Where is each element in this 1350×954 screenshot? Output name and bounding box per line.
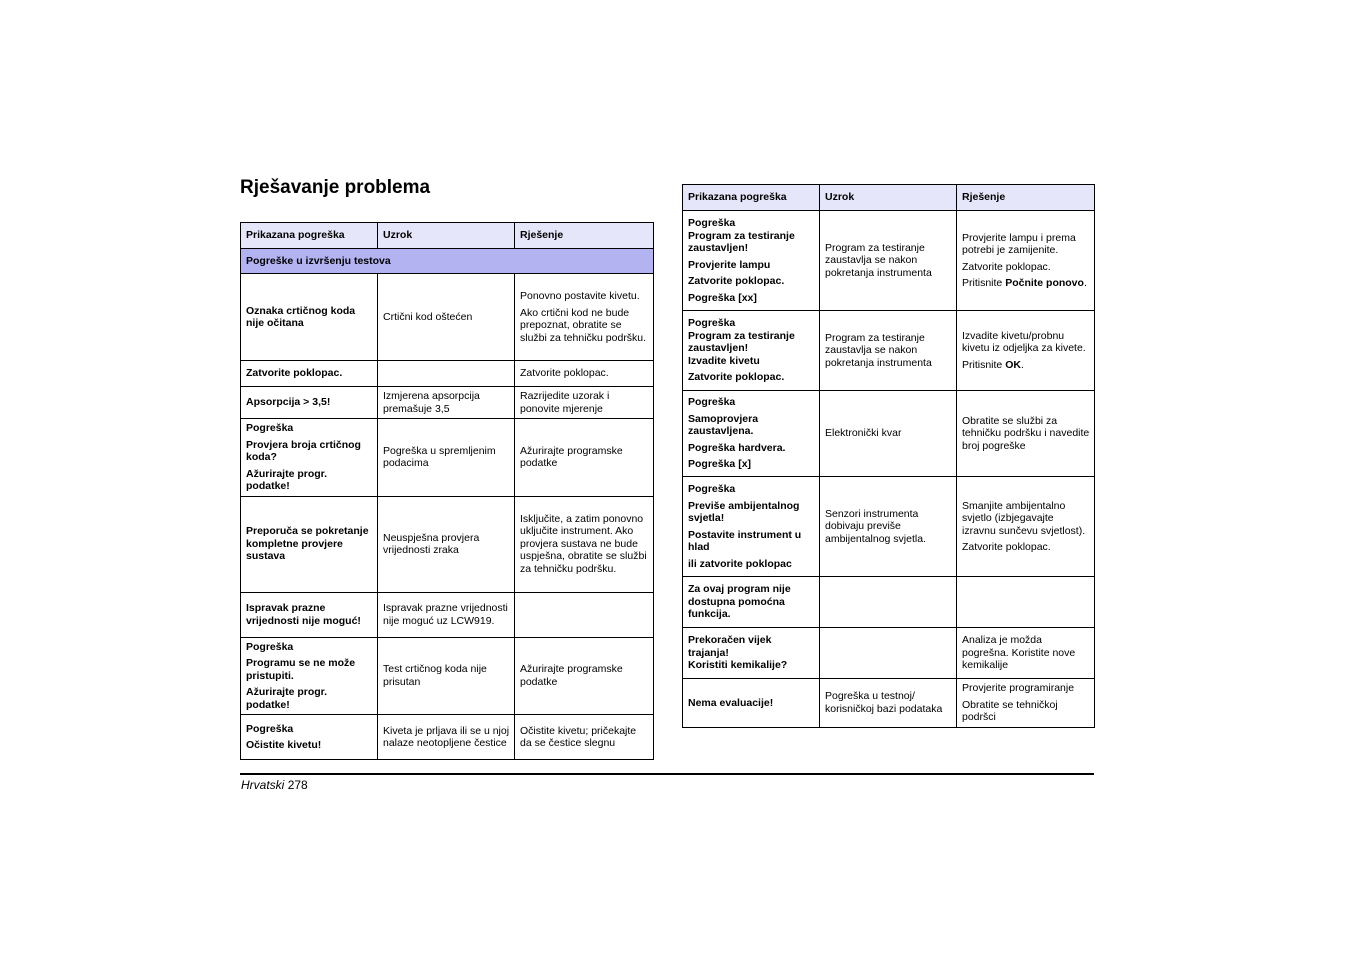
table-row	[241, 361, 654, 387]
table-row	[241, 592, 654, 637]
error-line: Očistite kivetu!	[246, 739, 322, 751]
error-line: Previše ambijentalnog svjetla!	[688, 499, 800, 524]
cause-line: Ispravak prazne vrijednosti nije moguć uz LCW919.	[383, 602, 508, 627]
cause-line: Izmjerena apsorpcija premašuje 3,5	[383, 390, 480, 415]
cause-line: Kiveta je prljava ili se u njoj nalaze neotopljene čestice	[383, 724, 510, 749]
solution-cell	[515, 387, 654, 419]
error-line: Zatvorite poklopac.	[246, 367, 343, 380]
solution-cell	[515, 419, 654, 497]
solution-cell	[957, 211, 1095, 311]
page-title: Rješavanje problema	[240, 177, 431, 198]
error-line: Provjerite lampu	[688, 258, 771, 271]
solution-cell	[957, 577, 1095, 628]
cause-line: Program za testiranje zaustavlja se nakon pokretanja instrumenta	[825, 331, 932, 369]
error-cell	[241, 387, 378, 419]
error-cell	[683, 679, 820, 728]
solution-cell	[515, 274, 654, 361]
table-row	[683, 679, 1095, 728]
cause-cell	[378, 637, 515, 715]
table-row	[683, 211, 1095, 311]
cause-cell	[378, 274, 515, 361]
solution-line: Pritisnite Počnite ponovo.	[962, 277, 1087, 289]
table-row	[241, 715, 654, 760]
solution-line: Isključite, a zatim ponovno uključite instrument. Ako provjera sustava ne bude uspješna, obratite se službi za tehničku podršku.	[520, 512, 647, 575]
solution-cell	[957, 477, 1095, 577]
table-row	[683, 391, 1095, 477]
solution-line: Ažurirajte programske podatke	[520, 663, 623, 688]
error-line: Pogreška	[246, 422, 294, 434]
header-cause: Uzrok	[820, 185, 957, 211]
table-row	[241, 419, 654, 497]
solution-line: Zatvorite poklopac.	[962, 541, 1051, 553]
error-line: Ažurirajte progr. podatke!	[246, 686, 328, 711]
error-cell	[241, 274, 378, 361]
header-solution: Rješenje	[957, 185, 1095, 211]
solution-cell	[515, 715, 654, 760]
solution-cell	[515, 592, 654, 637]
error-line: Pogreška Program za testiranje zaustavljen! Izvadite kivetu	[688, 317, 795, 367]
error-cell	[241, 419, 378, 497]
solution-line: Smanjite ambijentalno svjetlo (izbjegavajte izravnu sunčevu svjetlost).	[962, 499, 1086, 537]
table-row	[683, 628, 1095, 679]
error-line: Pogreška Program za testiranje zaustavljen!	[688, 217, 795, 254]
footer-language: Hrvatski	[241, 778, 285, 792]
cause-cell	[820, 211, 957, 311]
solution-line: Obratite se službi za tehničku podršku i navedite broj pogreške	[962, 414, 1090, 452]
solution-line: Ponovno postavite kivetu.	[520, 290, 640, 302]
solution-line: Analiza je možda pogrešna. Koristite nove kemikalije	[962, 634, 1076, 672]
solution-cell	[957, 391, 1095, 477]
header-error: Prikazana pogreška	[241, 223, 378, 249]
solution-line: Zatvorite poklopac.	[520, 367, 609, 380]
error-cell	[683, 577, 820, 628]
cause-cell	[820, 311, 957, 391]
cause-cell	[378, 592, 515, 637]
cause-cell	[378, 361, 515, 387]
error-line: Zatvorite poklopac.	[688, 371, 785, 384]
error-line: Apsorpcija > 3,5!	[246, 396, 331, 409]
error-cell	[241, 592, 378, 637]
error-cell	[241, 361, 378, 387]
cause-cell	[820, 477, 957, 577]
error-cell	[241, 637, 378, 715]
error-line: Pogreška	[688, 396, 736, 409]
error-line: Za ovaj program nije dostupna pomoćna funkcija.	[688, 583, 791, 621]
footer-rule	[240, 773, 1094, 775]
cause-line: Pogreška u testnoj/ korisničkoj bazi podataka	[825, 690, 943, 715]
solution-line: Provjerite lampu i prema potrebi je zamijenite.	[962, 231, 1076, 256]
solution-line: Pritisnite OK.	[962, 358, 1024, 371]
table-row	[241, 274, 654, 361]
solution-line: Provjerite programiranje	[962, 682, 1075, 694]
error-cell	[683, 628, 820, 679]
cause-cell	[820, 391, 957, 477]
error-line: Zatvorite poklopac.	[688, 275, 785, 287]
error-cell	[683, 211, 820, 311]
cause-cell	[820, 577, 957, 628]
error-line: Prekoračen vijek trajanja! Koristiti kemikalije?	[688, 634, 788, 672]
header-error: Prikazana pogreška	[683, 185, 820, 211]
cause-line: Elektronički kvar	[825, 427, 902, 440]
troubleshooting-table-left	[240, 222, 654, 760]
error-line: Pogreška [xx]	[688, 291, 757, 304]
solution-cell	[957, 679, 1095, 728]
cause-cell	[378, 715, 515, 760]
solution-line: Očistite kivetu; pričekajte da se čestice slegnu	[520, 724, 637, 749]
error-line: Ažurirajte progr. podatke!	[246, 467, 328, 492]
header-solution: Rješenje	[515, 223, 654, 249]
cause-cell	[820, 679, 957, 728]
error-line: Pogreška	[246, 722, 294, 735]
cause-cell	[820, 628, 957, 679]
table-row	[683, 311, 1095, 391]
page-footer	[241, 778, 308, 792]
error-line: Oznaka crtičnog koda nije očitana	[246, 304, 356, 329]
cause-line: Pogreška u spremljenim podacima	[383, 444, 496, 470]
table-row	[683, 577, 1095, 628]
error-line: Pogreška hardvera.	[688, 441, 786, 454]
cause-line: Senzori instrumenta dobivaju previše ambijentalnog svjetla.	[825, 507, 926, 545]
table-row	[241, 637, 654, 715]
error-cell	[241, 715, 378, 760]
error-line: Pogreška	[246, 640, 294, 653]
solution-line: Ako crtični kod ne bude prepoznat, obratite se službi za tehničku podršku.	[520, 306, 647, 344]
error-cell	[683, 311, 820, 391]
page-number: 278	[287, 778, 308, 792]
section-title: Pogreške u izvršenju testova	[241, 249, 654, 274]
table-row	[683, 477, 1095, 577]
solution-cell	[515, 637, 654, 715]
table-row	[241, 387, 654, 419]
error-line: Preporuča se pokretanje kompletne provjere sustava	[246, 525, 369, 563]
table-row	[241, 496, 654, 592]
cause-cell	[378, 496, 515, 592]
table-header-row	[683, 185, 1095, 211]
solution-line: Razrijedite uzorak i ponovite mjerenje	[520, 390, 610, 415]
solution-line: Zatvorite poklopac.	[962, 260, 1051, 273]
error-line: Postavite instrument u hlad	[688, 528, 802, 553]
solution-cell	[515, 361, 654, 387]
cause-line: Program za testiranje zaustavlja se nakon pokretanja instrumenta	[825, 241, 932, 279]
solution-line: Ažurirajte programske podatke	[520, 444, 623, 470]
solution-cell	[957, 311, 1095, 391]
cause-cell	[378, 387, 515, 419]
solution-line: Izvadite kivetu/probnu kivetu iz odjeljka za kivete.	[962, 329, 1086, 355]
cause-line: Test crtičnog koda nije prisutan	[383, 663, 487, 688]
table-header-row	[241, 223, 654, 249]
error-line: Provjera broja crtičnog koda?	[246, 438, 361, 463]
error-line: Samoprovjera zaustavljena.	[688, 412, 759, 438]
error-cell	[683, 477, 820, 577]
error-cell	[683, 391, 820, 477]
solution-cell	[957, 628, 1095, 679]
cause-cell	[378, 419, 515, 497]
error-line: Programu se ne može pristupiti.	[246, 657, 356, 682]
error-line: Ispravak prazne vrijednosti nije moguć!	[246, 602, 361, 627]
header-cause: Uzrok	[378, 223, 515, 249]
error-cell	[241, 496, 378, 592]
solution-line: Obratite se tehničkoj podršci	[962, 698, 1058, 723]
cause-line: Crtični kod oštećen	[383, 310, 473, 323]
error-line: Pogreška	[688, 483, 736, 495]
error-line: ili zatvorite poklopac	[688, 557, 792, 570]
section-row	[241, 249, 654, 274]
error-line: Nema evaluacije!	[688, 696, 774, 709]
troubleshooting-table-right	[682, 184, 1095, 728]
cause-line: Neuspješna provjera vrijednosti zraka	[383, 531, 480, 556]
solution-cell	[515, 496, 654, 592]
error-line: Pogreška [x]	[688, 458, 752, 471]
